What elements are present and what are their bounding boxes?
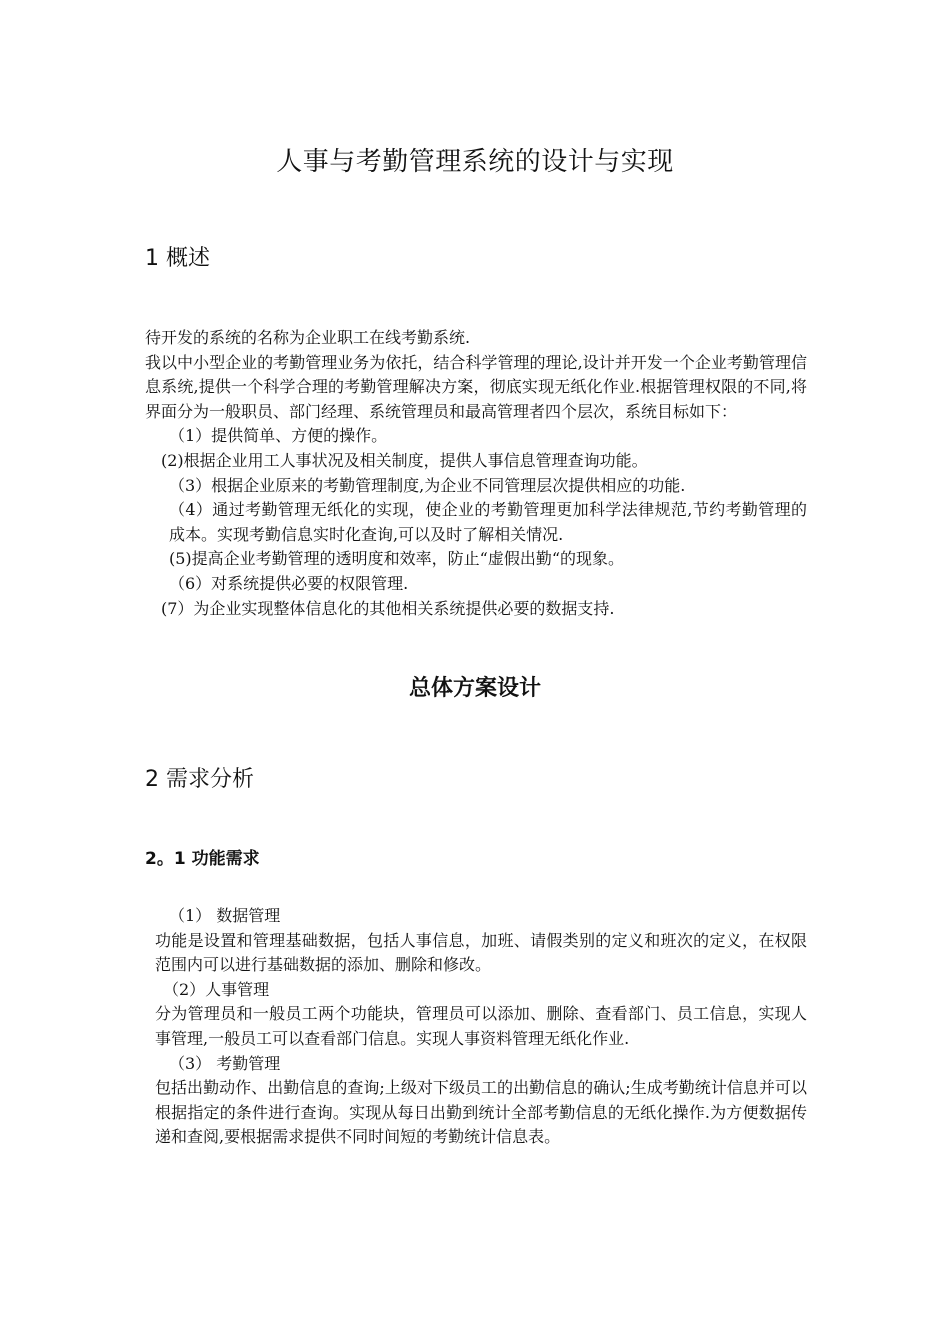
requirement-label: （3） 考勤管理 — [169, 1053, 281, 1073]
requirement-label: （2）人事管理 — [163, 979, 270, 999]
goal-item: (5)提高企业考勤管理的透明度和效率，防止“虚假出勤“的现象。 — [169, 549, 625, 569]
document-title: 人事与考勤管理系统的设计与实现 — [276, 147, 674, 177]
overall-design-heading: 总体方案设计 — [408, 676, 541, 701]
intro-paragraph: 待开发的系统的名称为企业职工在线考勤系统. — [145, 328, 471, 347]
requirement-label: （1） 数据管理 — [169, 906, 281, 925]
goal-item: （1）提供简单、方便的操作。 — [169, 426, 388, 446]
section-1-body — [145, 326, 807, 621]
requirement-description: 功能是设置和管理基础数据，包括人事信息，加班、请假类别的定义和班次的定义，在权限范围内可以进行基础数据的添加、删除和修改。 — [155, 930, 807, 975]
goal-item: （6）对系统提供必要的权限管理. — [169, 573, 409, 593]
requirement-description: 分为管理员和一般员工两个功能块，管理员可以添加、删除、查看部门、员工信息，实现人事管理,一般员工可以查看部门信息。实现人事资料管理无纸化作业. — [155, 1004, 807, 1048]
section-2-1-body — [145, 904, 807, 1150]
requirement-description: 包括出勤动作、出勤信息的查询;上级对下级员工的出勤信息的确认;生成考勤统计信息并可以根据指定的条件进行查询。实现从每日出勤到统计全部考勤信息的无纸化操作.为方便数据传递和查阅,要根据需求提供不同时间短的考勤统计信息表。 — [155, 1078, 807, 1147]
goal-item: (2)根据企业用工人事状况及相关制度，提供人事信息管理查询功能。 — [161, 450, 648, 470]
goal-item: （4）通过考勤管理无纸化的实现，使企业的考勤管理更加科学法律规范,节约考勤管理的成本。实现考勤信息实时化查询,可以及时了解相关情况. — [169, 500, 807, 544]
section-1-heading: 1 概述 — [145, 246, 210, 271]
goal-item: (7）为企业实现整体信息化的其他相关系统提供必要的数据支持. — [161, 598, 615, 618]
goal-item: （3）根据企业原来的考勤管理制度,为企业不同管理层次提供相应的功能. — [169, 475, 686, 495]
section-2-heading: 2 需求分析 — [145, 767, 254, 792]
overview-paragraph: 我以中小型企业的考勤管理业务为依托，结合科学管理的理论,设计并开发一个企业考勤管理信息系统,提供一个科学合理的考勤管理解决方案，彻底实现无纸化作业.根据管理权限的不同,将界面分为一般职员、部门经理、系统管理员和最高管理者四个层次，系统目标如下： — [145, 352, 807, 421]
section-2-1-heading: 2。1 功能需求 — [145, 849, 260, 869]
